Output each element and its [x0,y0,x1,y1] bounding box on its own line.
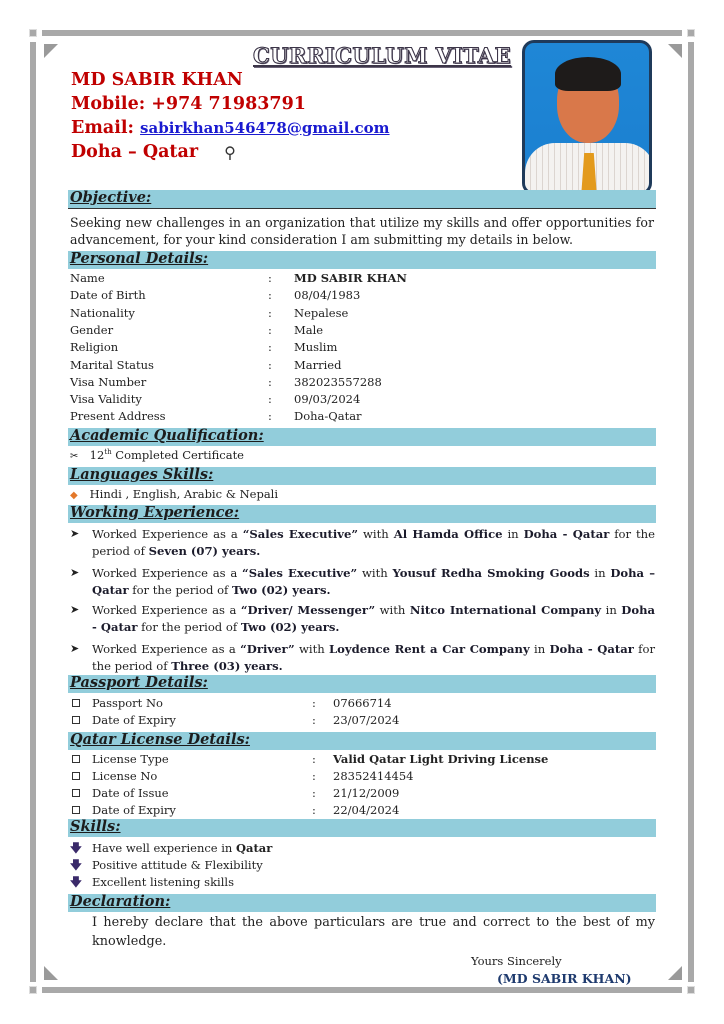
section-heading: Declaration: [70,893,171,910]
field-colon: : [312,696,316,710]
skill-text: Excellent listening skills [92,875,234,889]
signature-name: (MD SABIR KHAN) [497,971,632,986]
experience-c: in [502,527,524,541]
personal-row [0,288,600,304]
license-row [0,752,680,768]
experience-company: Yousuf Redha Smoking Goods [392,566,590,580]
field-colon: : [312,769,316,783]
experience-a: Worked Experience as a [92,527,243,541]
arrow-bullet-icon: ➤ [70,603,80,616]
field-label: License Type [92,752,169,766]
personal-row [0,323,600,339]
experience-a: Worked Experience as a [92,603,241,617]
down-arrow-bullet-icon: 🡇 [70,841,82,855]
experience-item [70,641,655,674]
field-value: Valid Qatar Light Driving License [333,752,549,766]
document-title: CURRICULUM VITAE [253,43,512,68]
passport-row [0,696,680,712]
field-value: Male [294,322,324,337]
field-colon: : [268,305,272,320]
square-bullet-icon [72,755,80,763]
mobile-number: +974 71983791 [151,94,306,114]
experience-a: Worked Experience as a [92,566,243,580]
email-line [71,118,390,138]
map-pin-icon: ⚲ [224,143,236,162]
experience-period: Two (02) years. [240,619,340,634]
scissors-bullet-icon: ✂ [70,451,79,462]
candidate-name: MD SABIR KHAN [71,70,243,90]
experience-text [92,602,655,635]
frame-left [30,42,36,982]
corner-triangle [44,44,58,58]
section-passport [68,675,656,693]
field-label: Visa Number [70,374,147,389]
field-label: Present Address [70,409,166,424]
skill-text: Have well experience in [92,841,236,855]
square-bullet-icon [72,789,80,797]
academic-item: ✂ 12th Completed Certificate [70,448,244,462]
personal-row [0,409,600,425]
section-license [68,732,656,750]
frame-top [42,30,682,36]
personal-row [0,375,600,391]
languages-item: ◆ Hindi , English, Arabic & Nepali [70,487,279,501]
field-value: MD SABIR KHAN [294,271,407,285]
profile-photo [522,40,652,195]
section-objective [68,190,656,209]
section-working-experience [68,505,656,523]
field-value: 22/04/2024 [333,803,400,817]
experience-role: “Sales Executive” [242,527,359,541]
experience-item [70,565,655,598]
experience-b: with [375,603,410,617]
license-row [0,786,680,802]
section-heading: Academic Qualification: [70,427,264,444]
experience-a: Worked Experience as a [92,642,241,656]
experience-d: for the period of [128,582,233,597]
personal-row [0,271,600,287]
experience-text [92,526,655,559]
field-colon: : [268,357,272,372]
license-row [0,769,680,785]
down-arrow-bullet-icon: 🡇 [70,875,82,889]
personal-row [0,340,600,356]
arrow-bullet-icon: ➤ [70,527,80,540]
section-heading: Objective: [70,189,152,206]
frame-corner [29,29,37,37]
section-heading: Personal Details: [70,250,209,267]
experience-company: Al Hamda Office [393,527,503,541]
experience-b: with [357,566,393,580]
field-colon: : [268,374,272,389]
section-academic [68,428,656,446]
field-label: Date of Issue [92,786,169,800]
field-value: 08/04/1983 [294,288,361,303]
section-personal-details [68,251,656,269]
square-bullet-icon [72,716,80,724]
field-label: Visa Validity [70,392,142,407]
field-colon: : [268,271,272,285]
section-heading: Skills: [70,818,121,835]
experience-period: Seven (07) years. [148,543,261,558]
section-skills [68,819,656,837]
personal-row [0,392,600,408]
square-bullet-icon [72,772,80,780]
email-link[interactable]: sabirkhan546478@gmail.com [140,119,390,137]
experience-company: Nitco International Company [409,603,602,617]
field-label: Date of Expiry [92,713,176,727]
field-colon: : [268,322,272,337]
field-label: License No [92,769,158,783]
email-label: Email: [71,118,134,138]
corner-triangle [668,966,682,980]
experience-place: Doha - Qatar [92,603,656,634]
arrow-bullet-icon: ➤ [70,642,80,655]
experience-place: Doha - Qatar [523,527,610,541]
experience-b: with [294,642,330,656]
experience-place: Doha – Qatar [92,566,655,597]
experience-company: Loydence Rent a Car Company [329,642,530,656]
field-value: 382023557288 [294,374,382,389]
section-languages [68,467,656,485]
section-heading: Languages Skills: [70,466,214,483]
skill-item [70,875,234,894]
experience-d: for the period of [92,527,656,558]
experience-period: Three (03) years. [171,658,283,673]
closing-text: Yours Sincerely [471,954,562,968]
field-value: 28352414454 [333,769,414,783]
frame-corner [687,986,695,994]
field-label: Passport No [92,696,163,710]
field-value: Married [294,357,342,372]
passport-row [0,713,680,729]
experience-d: for the period of [92,642,655,673]
field-label: Nationality [70,305,135,320]
field-value: 07666714 [333,696,392,710]
field-label: Marital Status [70,357,154,372]
square-bullet-icon [72,699,80,707]
field-colon: : [268,288,272,303]
down-arrow-bullet-icon: 🡇 [70,858,82,872]
license-row [0,803,680,819]
field-value: 23/07/2024 [333,713,400,727]
experience-d: for the period of [137,619,241,634]
declaration-text: I hereby declare that the above particulars are true and correct to the best of my knowledge. [92,915,655,949]
experience-c: in [529,642,550,656]
experience-c: in [589,566,611,580]
field-label: Religion [70,340,119,355]
square-bullet-icon [72,806,80,814]
field-value: Doha-Qatar [294,409,362,424]
section-heading: Qatar License Details: [70,731,250,748]
location-line [71,142,236,162]
field-value: Muslim [294,340,338,355]
skill-bold: Qatar [236,841,273,855]
experience-text [92,641,655,674]
frame-right [688,42,694,982]
arrow-bullet-icon: ➤ [70,566,80,579]
experience-text [92,565,655,598]
photo-hair [555,57,621,91]
field-label: Gender [70,322,114,337]
skill-text: Positive attitude & Flexibility [92,858,263,872]
field-label: Name [70,271,105,285]
field-label: Date of Expiry [92,803,176,817]
experience-item [70,602,655,635]
corner-triangle [668,44,682,58]
personal-row [0,306,600,322]
experience-item [70,526,655,559]
section-heading: Passport Details: [70,674,208,691]
field-colon: : [312,713,316,727]
field-value: 09/03/2024 [294,392,361,407]
cube-bullet-icon: ◆ [70,490,78,501]
frame-bottom [42,987,682,993]
experience-role: “Sales Executive” [242,566,358,580]
corner-triangle [44,966,58,980]
experience-c: in [601,603,622,617]
experience-role: “Driver” [240,642,295,656]
personal-row [0,358,600,374]
field-colon: : [268,409,272,424]
field-colon: : [312,803,316,817]
experience-b: with [358,527,394,541]
field-value: 21/12/2009 [333,786,400,800]
section-heading: Working Experience: [70,504,240,521]
experience-period: Two (02) years. [232,582,331,597]
mobile-label: Mobile: [71,94,146,114]
field-colon: : [268,340,272,355]
frame-corner [29,986,37,994]
section-declaration [68,894,656,912]
field-colon: : [312,786,316,800]
field-colon: : [312,752,316,766]
location-text: Doha – Qatar [71,142,199,162]
frame-corner [687,29,695,37]
objective-text: Seeking new challenges in an organization that utilize my skills and offer opportunities for advancement, for your kind consideration I am submitting my details in below. [70,215,654,247]
field-label: Date of Birth [70,288,146,303]
experience-place: Doha - Qatar [549,642,634,656]
field-value: Nepalese [294,305,349,320]
mobile-line [71,94,306,114]
field-colon: : [268,392,272,407]
experience-role: “Driver/ Messenger” [240,603,376,617]
